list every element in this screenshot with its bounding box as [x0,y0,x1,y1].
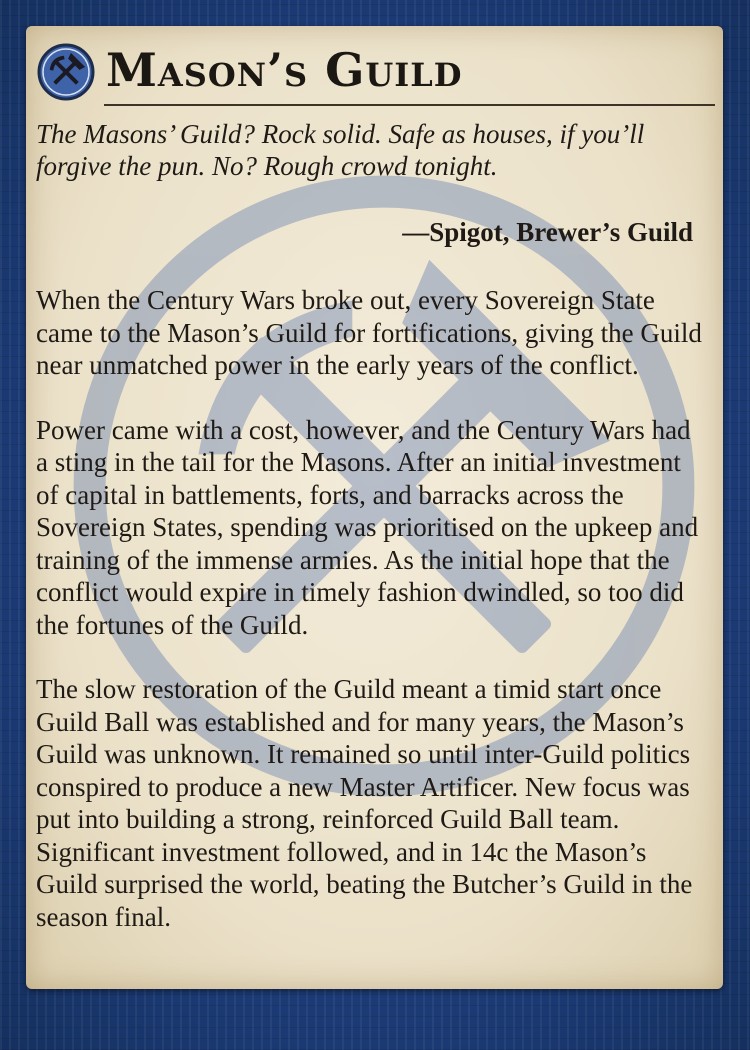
lore-paragraph: Power came with a cost, however, and the Century Wars had a sting in the tail for the Masons. After an initial investment of capital in battlements, forts, and barracks across the Sovereign States, spending was prioritised on the upkeep and training of the immense armies. As the initial hope that the conflict would expire in timely fashion dwindled, so too did the fortunes of the Guild. [36,414,699,640]
quote-attribution: —Spigot, Brewer’s Guild [402,217,693,247]
card-title: Mason’s Guild [106,43,463,97]
card-header [34,38,715,106]
title-divider [104,104,715,106]
hammer-pick-icon [36,42,96,102]
lore-card [26,26,723,989]
lore-body [36,284,706,965]
flavor-quote: The Masons’ Guild? Rock solid. Safe as houses, if you’ll forgive the pun. No? Rough crowd tonight. [36,119,645,181]
lore-paragraph: When the Century Wars broke out, every Sovereign State came to the Mason’s Guild for fortifications, giving the Guild near unmatched power in the early years of the conflict. [36,285,702,380]
lore-paragraph: The slow restoration of the Guild meant a timid start once Guild Ball was established and for many years, the Mason’s Guild was unknown. It remained so until inter-Guild politics conspired to produce a new Master Artificer. New focus was put into building a strong, reinforced Guild Ball team. Significant investment followed, and in 14c the Mason’s Guild surprised the world, beating the Butcher’s Guild in the season final. [36,674,693,932]
